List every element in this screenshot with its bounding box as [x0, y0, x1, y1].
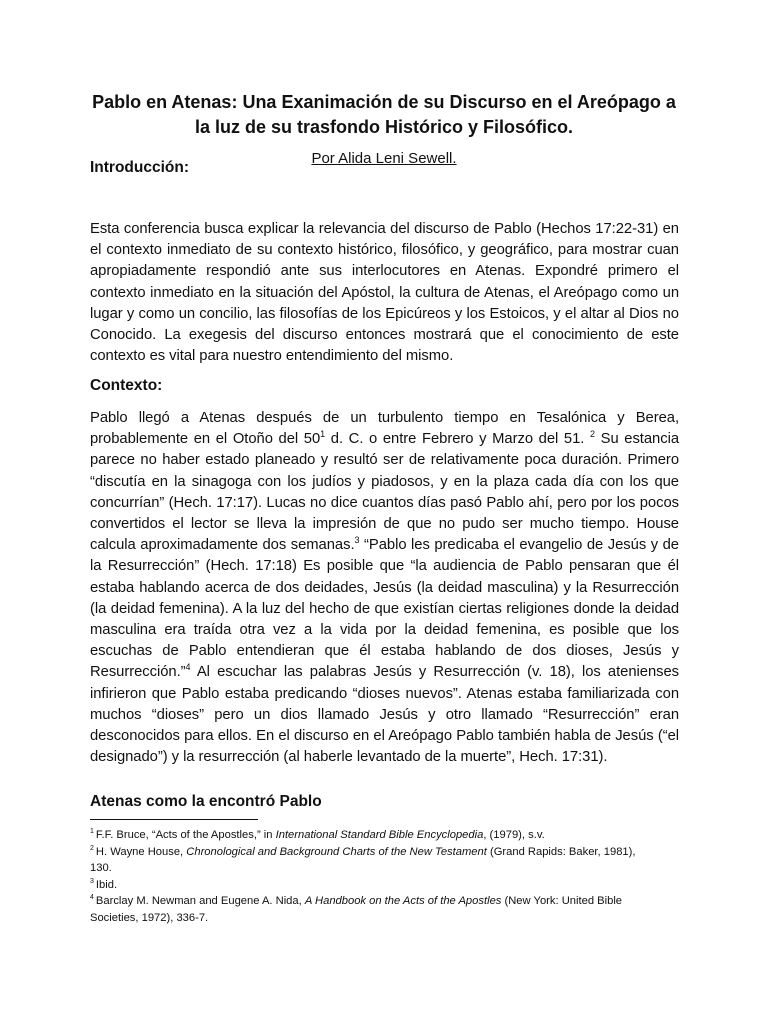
footnote-number: 1: [90, 828, 94, 836]
contexto-text-d: “Pablo les predicaba el evangelio de Jesús y de la Resurrección” (Hech. 17:18) Es posible que “la audiencia de Pablo pensaran que él estaba hablando acerca de dos deidades, Jesús (la deidad masculina) y la Resurrección (la deidad femenina). A la luz del hecho de que existían ciertas religiones donde la deidad masculina era traída otra vez a la vida por la deidad femenina, es posible que los escuchas de Pablo entendieran que él estaba hablando de dos dioses, Jesús y Resurrección.”: [90, 537, 679, 681]
paragraph-introduccion: Esta conferencia busca explicar la relevancia del discurso de Pablo (Hechos 17:22-31) en el contexto inmediato de su contexto histórico, filosófico, y geográfico, para mostrar cuan apropiadamente respondió ante sus interlocutores en Atenas. Expondré primero el contexto inmediato en la situación del Apóstol, la cultura de Atenas, el Areópago como un lugar y como un concilio, las filosofías de los Epicúreos y los Estoicos, y el altar al Dios no Conocido. La exegesis del discurso entonces mostrará que el conocimiento de este contexto es vital para nuestro entendimiento del mismo.: [90, 221, 679, 365]
contexto-text-a: Pablo llegó a Atenas después de un turbulento tiempo en Tesalónica y Berea, probablemente en el Otoño del 50: [90, 410, 679, 448]
footnote-text: (Grand Rapids: Baker, 1981), 130.: [90, 845, 636, 874]
footnote-text: Barclay M. Newman and Eugene A. Nida,: [95, 895, 305, 907]
contexto-text-c: Su estancia parece no haber estado planeado y resultó ser de relativamente poca duración. Primero “discutía en la sinagoga con los judíos y piadosos, y en la plaza cada día con los que concurrían” (Hech. 17:17). Lucas no dice cuantos días pasó Pablo ahí, pero por los pocos convertidos el lector se lleva la impresión de que no pudo ser mucho tiempo. House calcula aproximadamente dos semanas.: [90, 431, 679, 554]
footnote-text: Ibid.: [95, 878, 118, 891]
footnote-text: (New York: United Bible Societies, 1972), 336-7.: [90, 895, 623, 924]
footnote-text: H. Wayne House,: [95, 845, 187, 858]
footnote-title: Chronological and Background Charts of the New Testament: [186, 845, 487, 858]
paragraph-contexto: [90, 408, 679, 768]
title-line-2: la luz de su trasfondo Histórico y Filosófico.: [194, 117, 574, 137]
heading-introduccion: Introducción:: [90, 159, 190, 176]
document-title: [60, 90, 708, 140]
footnote-ref-2: 2: [590, 429, 595, 440]
footnote-ref-3: 3: [354, 535, 360, 546]
footnotes: [90, 827, 650, 926]
footnote-title: International Standard Bible Encyclopedia: [275, 829, 484, 841]
contexto-text-e: Al escuchar las palabras Jesús y Resurrección (v. 18), los atenienses infirieron que Pablo estaba predicando “dioses nuevos”. Atenas estaba familiarizada con muchos “dioses” pero un dios llamado Jesús y otro llamado “Resurrección” eran desconocidos para ellos. En el discurso en el Areópago Pablo también habla de Jesús (“el designado”) y la resurrección (al haberle levantado de la muerte”, Hech. 17:31).: [90, 664, 679, 766]
footnote-text: F.F. Bruce, “Acts of the Apostles,” in: [95, 829, 276, 841]
footnote-1: [90, 827, 650, 844]
footnote-4: [90, 893, 650, 926]
footnote-number: 4: [90, 894, 94, 902]
footnote-number: 3: [90, 877, 94, 885]
footnote-3: [90, 877, 650, 894]
contexto-text-b: d. C. o entre Febrero y Marzo del 51.: [325, 431, 590, 448]
footnote-2: [90, 844, 650, 877]
footnote-ref-1: 1: [320, 429, 326, 440]
footnote-text: , (1979), s.v.: [483, 829, 545, 841]
footnote-title: A Handbook on the Acts of the Apostles: [304, 895, 502, 907]
heading-contexto: Contexto:: [90, 377, 163, 394]
footnote-ref-4: 4: [185, 662, 191, 673]
heading-atenas: Atenas como la encontró Pablo: [90, 793, 322, 810]
title-line-1: Pablo en Atenas: Una Exanimación de su Discurso en el Areópago a: [92, 92, 676, 112]
author-name: Por Alida Leni Sewell.: [311, 150, 457, 167]
footnote-number: 2: [90, 844, 94, 852]
footnote-separator: [90, 819, 258, 820]
